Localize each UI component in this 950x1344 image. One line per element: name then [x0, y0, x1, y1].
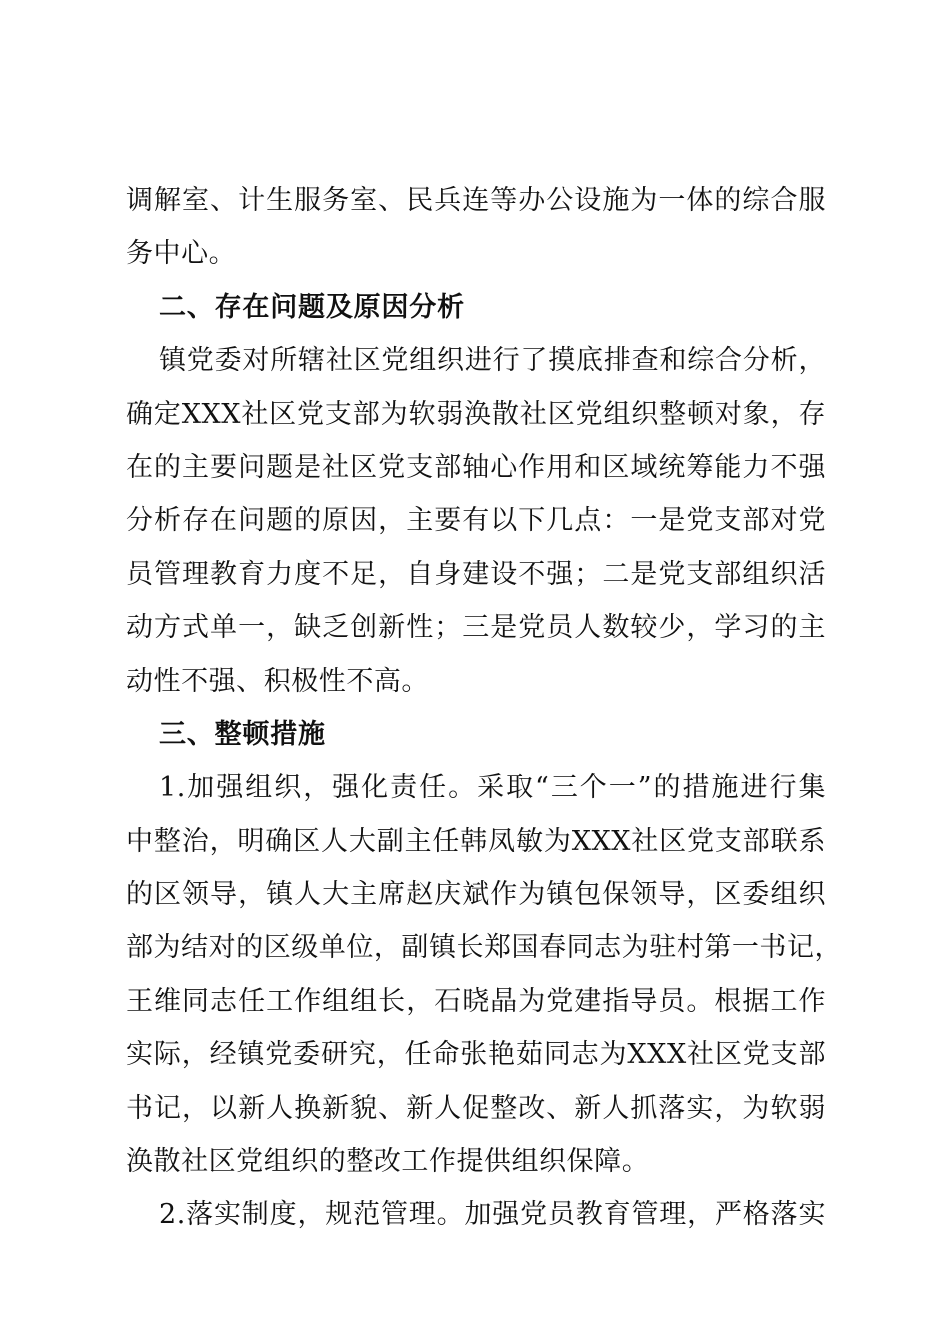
text-line: 确定XXX社区党支部为软弱涣散社区党组织整顿对象，存	[126, 398, 826, 430]
text-line: 动性不强、积极性不高。	[126, 665, 429, 697]
paragraph-problem-analysis	[126, 334, 826, 708]
text-line: 调解室、计生服务室、民兵连等办公设施为一体的综合服	[126, 185, 826, 216]
text-line: 在的主要问题是社区党支部轴心作用和区域统筹能力不强	[126, 451, 826, 483]
text-line: 的区领导，镇人大主席赵庆斌作为镇包保领导，区委组织	[126, 879, 826, 911]
text-line: 书记，以新人换新貌、新人促整改、新人抓落实，为软弱	[126, 1092, 826, 1124]
paragraph-measure-2	[126, 1188, 826, 1241]
text-line: 2.落实制度，规范管理。加强党员教育管理，严格落实	[159, 1199, 826, 1231]
text-line: 动方式单一，缺乏创新性；三是党员人数较少，学习的主	[126, 612, 826, 644]
paragraph-continuation	[126, 174, 826, 281]
document-body	[126, 174, 843, 1242]
paragraph-measure-1	[126, 761, 843, 1188]
section-heading: 三、整顿措施	[159, 718, 326, 750]
text-line: 员管理教育力度不足，自身建设不强；二是党支部组织活	[126, 558, 826, 590]
text-line: 镇党委对所辖社区党组织进行了摸底排查和综合分析，	[159, 345, 826, 377]
section-heading-problems	[126, 281, 826, 334]
text-line: 王维同志任工作组组长，石晓晶为党建指导员。根据工作	[126, 985, 826, 1017]
text-line: 1.加强组织，强化责任。采取“三个一”的措施进行集	[159, 772, 826, 804]
text-line: 涣散社区党组织的整改工作提供组织保障。	[126, 1146, 650, 1178]
text-line: 务中心。	[126, 238, 237, 270]
section-heading: 二、存在问题及原因分析	[159, 291, 465, 323]
text-line: 中整治，明确区人大副主任韩凤敏为XXX社区党支部联系	[126, 825, 826, 857]
section-heading-measures	[126, 708, 826, 761]
text-line: 分析存在问题的原因，主要有以下几点：一是党支部对党	[126, 505, 826, 537]
text-line: 部为结对的区级单位，副镇长郑国春同志为驻村第一书记，	[126, 932, 843, 964]
text-line: 实际，经镇党委研究，任命张艳茹同志为XXX社区党支部	[126, 1039, 826, 1071]
